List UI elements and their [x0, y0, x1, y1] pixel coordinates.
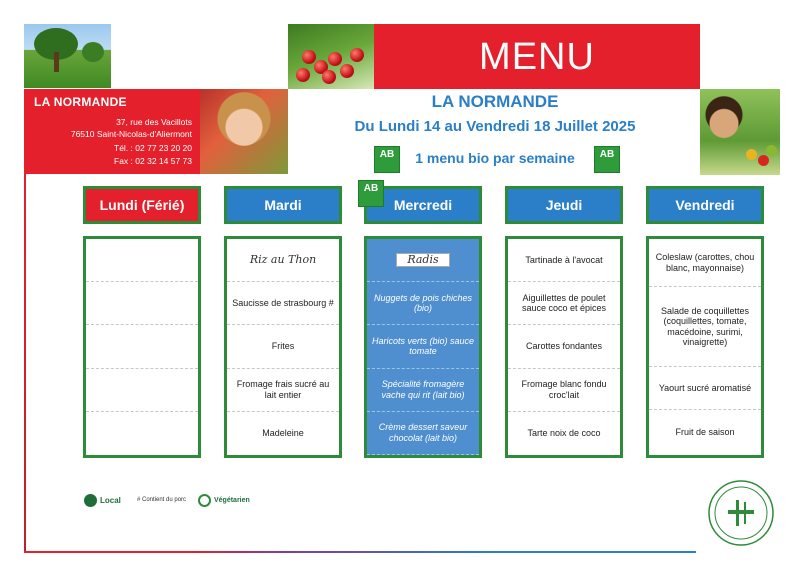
left-border-line: [24, 174, 26, 553]
boy-photo: [700, 89, 780, 175]
menu-column-vendredi: [646, 236, 764, 458]
menu-item: Fromage frais sucré au lait entier: [227, 369, 339, 412]
menu-item: Tartinade à l'avocat: [508, 239, 620, 282]
menu-column-mercredi: [364, 236, 482, 458]
menu-item: Coleslaw (carottes, chou blanc, mayonnaise): [649, 239, 761, 287]
menu-item: Fruit de saison: [675, 427, 735, 438]
fax: Fax : 02 32 14 57 73: [114, 156, 192, 166]
ab-bio-icon: AB: [374, 146, 400, 173]
menu-column-lundi: [83, 236, 201, 458]
address-line-2: 76510 Saint-Nicolas-d'Aliermont: [70, 129, 192, 139]
menu-item: Saucisse de strasbourg #: [227, 282, 339, 325]
day-header-mercredi: Mercredi: [364, 186, 482, 224]
menu-column-jeudi: [505, 236, 623, 458]
tree-photo: [24, 24, 111, 88]
bottom-border-line: [24, 551, 696, 553]
bio-note: 1 menu bio par semaine: [415, 150, 575, 166]
menu-item: Frites: [227, 325, 339, 368]
legend-local: Local: [84, 494, 121, 507]
menu-item: Salade de coquillettes (coquillettes, tomate, macédoine, surimi, vinaigrette): [649, 287, 761, 367]
girl-photo: [200, 89, 288, 174]
menu-item: Yaourt sucré aromatisé: [649, 367, 761, 410]
menu-item: Aiguillettes de poulet sauce coco et épices: [508, 282, 620, 325]
menu-item: [86, 369, 198, 412]
menu-item: Tarte noix de coco: [527, 428, 601, 439]
menu-item: Carottes fondantes: [508, 325, 620, 368]
cherries-photo: [288, 24, 374, 89]
restaurant-name: LA NORMANDE: [34, 95, 127, 109]
menu-item: Fromage blanc fondu croc'lait: [508, 369, 620, 412]
menu-item: Haricots verts (bio) sauce tomate: [367, 325, 479, 368]
restaurant-subtitle: LA NORMANDE: [431, 92, 559, 111]
menu-item: [86, 325, 198, 368]
menu-item-handwritten: Riz au Thon: [227, 239, 339, 282]
la-normande-logo: [706, 478, 776, 548]
day-header-vendredi: Vendredi: [646, 186, 764, 224]
menu-item-cell: [367, 239, 479, 282]
address-line-1: 37, rue des Vacillots: [116, 117, 192, 127]
legend-porc: # Contient du porc: [137, 497, 187, 503]
week-dates: Du Lundi 14 au Vendredi 18 Juillet 2025: [354, 118, 636, 135]
menu-item: [86, 412, 198, 455]
legend-vegetarien: Végétarien: [198, 494, 250, 507]
phone: Tél. : 02 77 23 20 20: [114, 143, 192, 153]
ab-bio-icon: AB: [594, 146, 620, 173]
local-icon: [84, 494, 97, 507]
page-title: MENU: [479, 36, 595, 78]
ab-bio-icon: AB: [358, 180, 384, 207]
menu-item: Madeleine: [262, 428, 304, 439]
menu-item: [86, 239, 198, 282]
day-header-jeudi: Jeudi: [505, 186, 623, 224]
day-header-lundi: Lundi (Férié): [83, 186, 201, 224]
menu-item: Spécialité fromagère vache qui rit (lait bio): [367, 369, 479, 412]
menu-column-mardi: [224, 236, 342, 458]
day-header-mardi: Mardi: [224, 186, 342, 224]
menu-item-handwritten: Radis: [396, 253, 449, 268]
menu-item: Nuggets de pois chiches (bio): [367, 282, 479, 325]
leaf-icon: [198, 494, 211, 507]
menu-item: Crème dessert saveur chocolat (lait bio): [367, 412, 479, 455]
menu-item: [86, 282, 198, 325]
